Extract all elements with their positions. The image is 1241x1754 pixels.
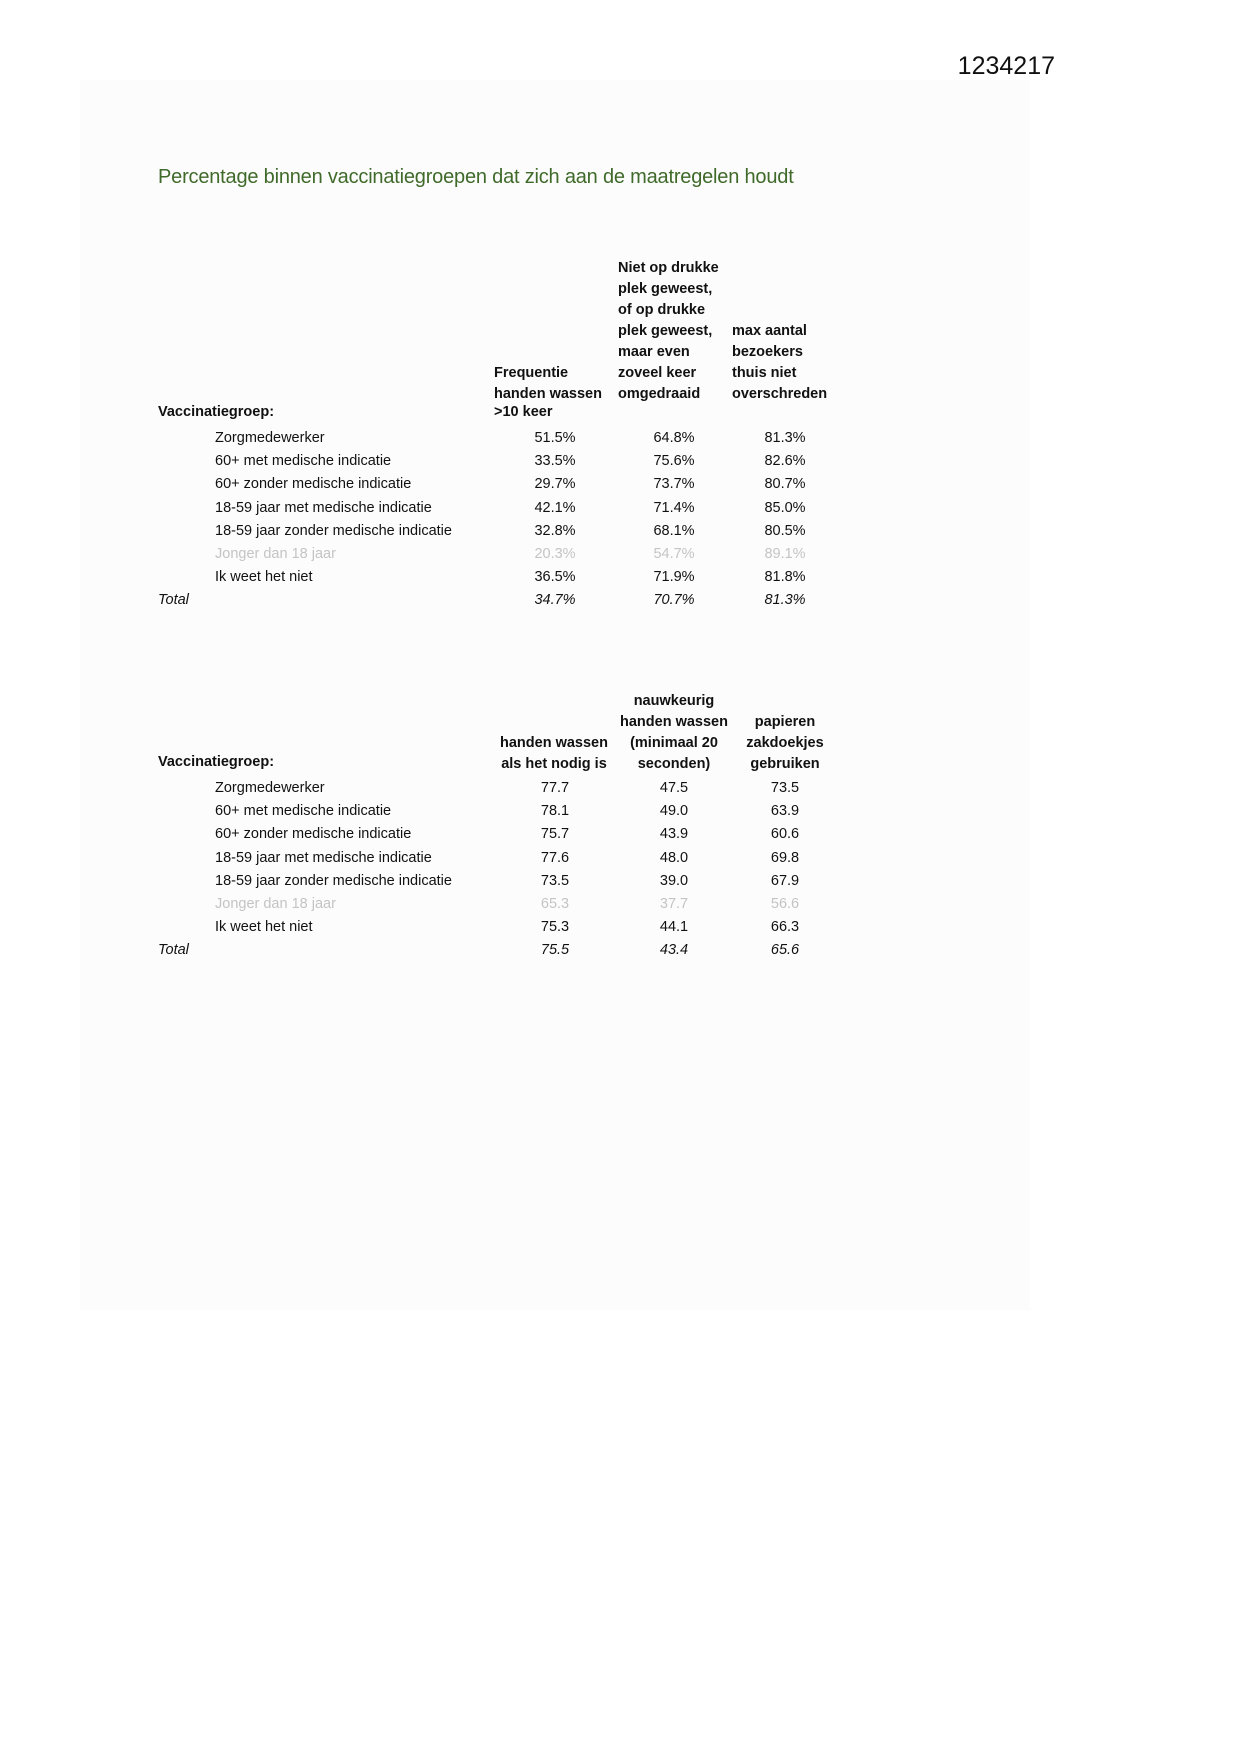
cell-value: 68.1% <box>653 522 695 539</box>
row-label: Ik weet het niet <box>215 569 313 586</box>
row-label: 18-59 jaar zonder medische indicatie <box>215 872 452 889</box>
row-label: 60+ zonder medische indicatie <box>215 476 412 493</box>
cell-value: 77.7 <box>540 780 570 796</box>
cell-value: 73.5 <box>540 872 570 889</box>
row-label: Zorgmedewerker <box>215 780 325 796</box>
row-label: 60+ zonder medische indicatie <box>215 826 412 843</box>
cell-value: 49.0 <box>659 803 689 820</box>
total-row <box>158 589 878 612</box>
row-label: 18-59 jaar met medische indicatie <box>215 499 432 516</box>
column-header: handen wassen als het nodig is <box>500 735 608 772</box>
cell-value: 56.6 <box>770 896 800 912</box>
cell-value: 81.8% <box>764 569 806 586</box>
cell-value: 80.7% <box>764 476 806 493</box>
cell-value: 66.3 <box>770 919 800 936</box>
column-header: Niet op drukke plek geweest, of op drukke plek geweest, maar even zoveel keer omgedraaid <box>618 260 719 402</box>
row-label: 60+ met medische indicatie <box>215 803 392 820</box>
table-row <box>158 777 878 800</box>
cell-value: 36.5% <box>534 569 576 586</box>
cell-value: 20.3% <box>534 546 576 562</box>
measures-compliance-table <box>158 250 878 620</box>
cell-value: 75.7 <box>540 826 570 843</box>
table-row <box>158 473 878 496</box>
cell-value: 71.4% <box>653 499 695 516</box>
cell-value: 65.6 <box>770 942 800 959</box>
cell-value: 67.9 <box>770 872 800 889</box>
cell-value: 77.6 <box>540 849 570 866</box>
cell-value: 60.6 <box>770 826 800 843</box>
total-row <box>158 939 878 962</box>
cell-value: 75.6% <box>653 453 695 470</box>
group-label: Vaccinatiegroep: <box>158 404 275 420</box>
table-row <box>158 800 878 823</box>
table-row <box>158 870 878 893</box>
table-row <box>158 450 878 473</box>
cell-value: 73.5 <box>770 780 800 796</box>
cell-value: 82.6% <box>764 453 806 470</box>
cell-value: 73.7% <box>653 476 695 493</box>
cell-value: 51.5% <box>534 430 576 446</box>
row-label: Ik weet het niet <box>215 919 313 936</box>
column-subheader: >10 keer <box>494 404 553 420</box>
cell-value: 70.7% <box>653 592 695 609</box>
cell-value: 37.7 <box>659 896 689 912</box>
table-row <box>158 427 878 450</box>
table-row <box>158 566 878 589</box>
table-row <box>158 823 878 846</box>
cell-value: 32.8% <box>534 522 576 539</box>
row-label: Jonger dan 18 jaar <box>215 896 336 912</box>
cell-value: 71.9% <box>653 569 695 586</box>
table-row <box>158 893 878 916</box>
row-label: Jonger dan 18 jaar <box>215 546 336 562</box>
column-header: nauwkeurig handen wassen (minimaal 20 seconden) <box>620 693 728 772</box>
table-row <box>158 543 878 566</box>
row-label: Zorgmedewerker <box>215 430 325 446</box>
cell-value: 64.8% <box>653 430 695 446</box>
cell-value: 65.3 <box>540 896 570 912</box>
column-header: max aantal bezoekers thuis niet overschreden <box>732 323 828 402</box>
table-row <box>158 520 878 543</box>
cell-value: 80.5% <box>764 522 806 539</box>
column-header: Frequentie handen wassen <box>494 365 602 402</box>
row-label: 18-59 jaar zonder medische indicatie <box>215 522 452 539</box>
cell-value: 43.9 <box>659 826 689 843</box>
cell-value: 69.8 <box>770 849 800 866</box>
cell-value: 47.5 <box>659 780 689 796</box>
table-row <box>158 916 878 939</box>
cell-value: 63.9 <box>770 803 800 820</box>
document-id: 1234217 <box>957 52 1055 80</box>
row-label: Total <box>158 592 189 609</box>
cell-value: 75.3 <box>540 919 570 936</box>
cell-value: 54.7% <box>653 546 695 562</box>
row-label: 18-59 jaar met medische indicatie <box>215 849 432 866</box>
table-row <box>158 497 878 520</box>
cell-value: 81.3% <box>764 592 806 609</box>
cell-value: 81.3% <box>764 430 806 446</box>
cell-value: 48.0 <box>659 849 689 866</box>
table-row <box>158 847 878 870</box>
cell-value: 44.1 <box>659 919 689 936</box>
cell-value: 33.5% <box>534 453 576 470</box>
cell-value: 78.1 <box>540 803 570 820</box>
cell-value: 43.4 <box>659 942 689 959</box>
cell-value: 39.0 <box>659 872 689 889</box>
cell-value: 29.7% <box>534 476 576 493</box>
hygiene-compliance-table <box>158 690 878 980</box>
column-header: papieren zakdoekjes gebruiken <box>746 714 824 772</box>
group-label: Vaccinatiegroep: <box>158 754 275 770</box>
page-title: Percentage binnen vaccinatiegroepen dat zich aan de maatregelen houdt <box>158 166 794 188</box>
cell-value: 34.7% <box>534 592 576 609</box>
row-label: 60+ met medische indicatie <box>215 453 392 470</box>
cell-value: 85.0% <box>764 499 806 516</box>
row-label: Total <box>158 942 189 959</box>
cell-value: 75.5 <box>540 942 570 959</box>
cell-value: 42.1% <box>534 499 576 516</box>
cell-value: 89.1% <box>764 546 806 562</box>
